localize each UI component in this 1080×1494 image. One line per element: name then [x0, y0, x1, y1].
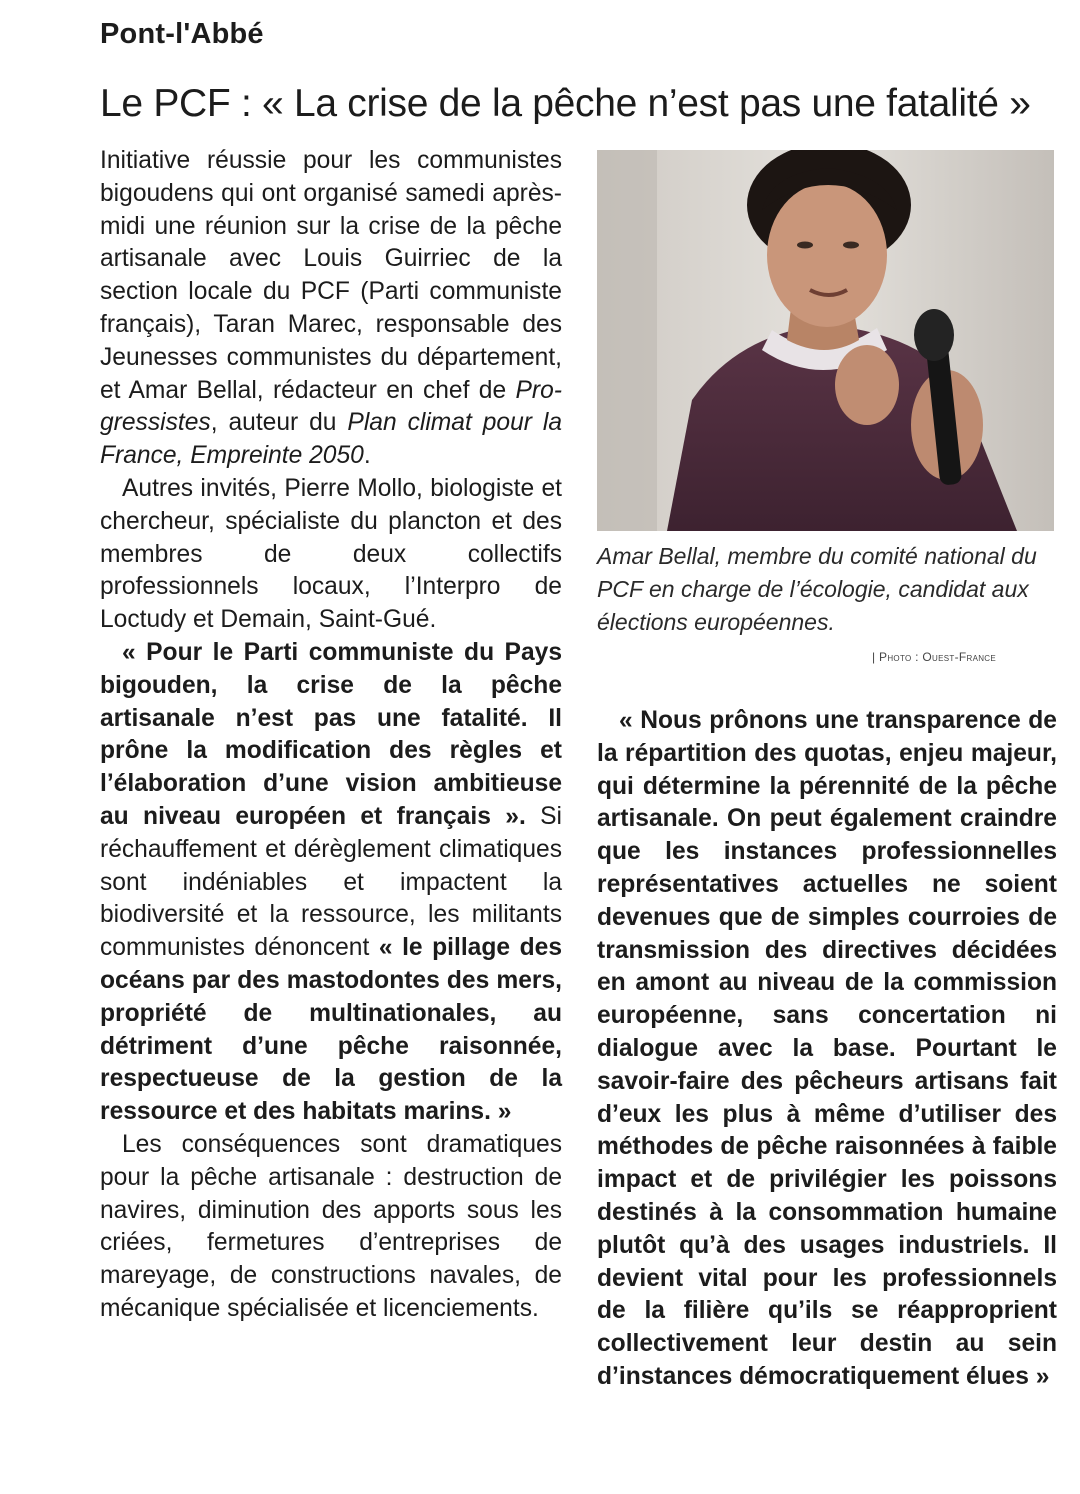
article-photo [597, 150, 1054, 531]
photo-caption: Amar Bellal, membre du comité national du PCF en charge de l’écologie, candidat aux élections européennes. [597, 543, 1037, 635]
photo-credit: | Photo : Ouest-France [872, 650, 997, 664]
intro-text-2: , auteur du [210, 409, 348, 437]
paragraph-quote-2 [597, 705, 1057, 1394]
intro-text: Initiative réussie pour les communistes bigoudens qui ont organisé samedi après-midi une réunion sur la crise de la pêche artisanale avec Louis Guirriec de la section locale du PCF (Parti communiste français), Taran Marec, responsable des Jeunesses communistes du département, et Amar Bellal, rédacteur en chef de [100, 147, 562, 404]
paragraph-consequences: Les conséquences sont dramatiques pour la pêche artisanale : destruction de navires, diminution des apports sous les criées, fermetures d’entreprises de mareyage, de constructions navales, de mécanique spécialisée et licenciements. [100, 1130, 562, 1322]
quote-bold-2: « le pillage des océans par des mastodontes des mers, propriété de multinationales, au détriment d’une pêche raisonnée, respectueuse de la gestion de la ressource et des habitats marins. » [100, 934, 562, 1126]
quote-bold-3: « Nous prônons une transparence de la répartition des quotas, enjeu majeur, qui détermine la pérennité de la pêche artisanale. On peut également craindre que les instances professionnelles représentatives actuelles ne soient devenues que de simples courroies de transmission des directives décidées en amont au niveau de la commission européenne, sans concertation ni dialogue avec la base. Pourtant le savoir-faire des pêcheurs artisans fait d’eux les plus à même d’utiliser des méthodes de pêche raisonnées à faible impact et de privilégier les poissons destinés à la consommation humaine plutôt qu’à des usages industriels. Il devient vital pour les professionnels de la filière qu’ils se réapproprient collectivement leur destin au sein d’instances démocratiquement élues » [597, 707, 1057, 1390]
article-column-left [100, 145, 562, 1326]
magazine-title: Progressistes [100, 376, 562, 437]
speaker-photo-illustration [597, 150, 1054, 531]
book-title: Plan climat pour la France, Empreinte 2050 [100, 409, 563, 470]
section-kicker: Pont-l'Abbé [100, 18, 264, 50]
paragraph-quote-1 [100, 637, 562, 1129]
quote-bold-1: « Pour le Parti communiste du Pays bigouden, la crise de la pêche artisanale n’est pas une fatalité. Il prône la modification des règles et l’élaboration d’une vision ambitieuse au niveau européen et français ». [100, 638, 562, 830]
paragraph-guests: Autres invités, Pierre Mollo, biologiste et chercheur, spécialiste du plancton et des membres de deux collectifs professionnels locaux, l’Interpro de Loctudy et Demain, Saint-Gué. [100, 474, 562, 634]
intro-text-3: . [363, 442, 371, 470]
quote-context: Si réchauffement et dérèglement climatiques sont indéniables et impactent la biodiversité et la ressource, les militants communistes dénoncent [100, 802, 563, 962]
article-headline: Le PCF : « La crise de la pêche n’est pas une fatalité » [100, 82, 1031, 125]
article-column-right [597, 705, 1057, 1394]
paragraph-intro [100, 145, 562, 473]
